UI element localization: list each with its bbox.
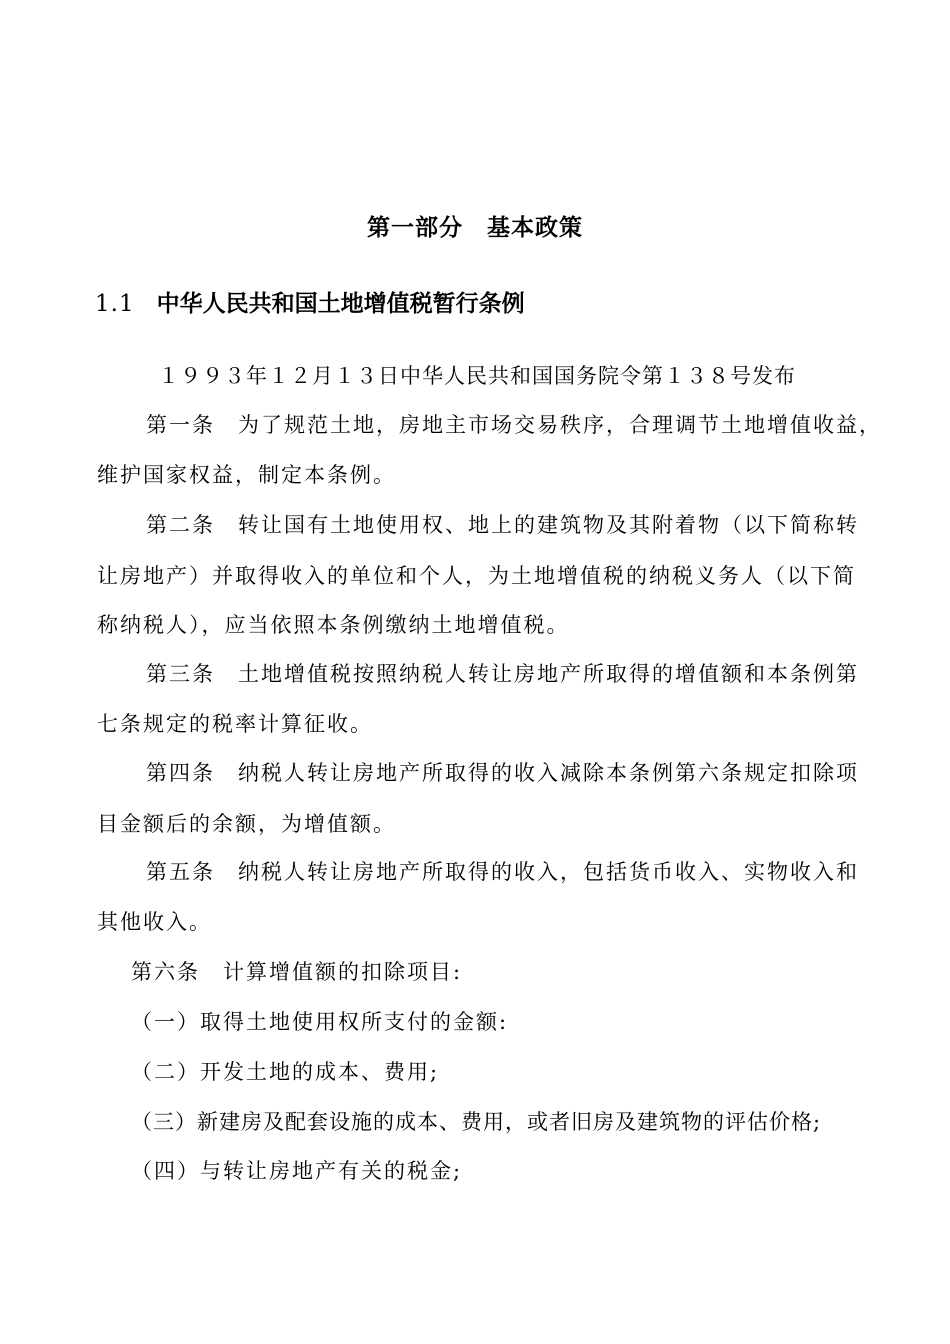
article-6-item-3: （三）新建房及配套设施的成本、费用，或者旧房及建筑物的评估价格; xyxy=(131,1110,822,1134)
article-1-line-1: 第一条 为了规范土地，房地主市场交易秩序，合理调节土地增值收益， xyxy=(146,413,882,437)
article-4-line-1: 第四条 纳税人转让房地产所取得的收入减除本条例第六条规定扣除项 xyxy=(146,761,859,785)
article-4-line-2: 目金额后的余额，为增值额。 xyxy=(97,812,396,836)
article-3-line-2: 七条规定的税率计算征收。 xyxy=(97,712,373,736)
article-1-line-2: 维护国家权益，制定本条例。 xyxy=(97,463,396,487)
article-6-line-1: 第六条 计算增值额的扣除项目: xyxy=(131,960,463,984)
article-6-item-1: （一）取得土地使用权所支付的金额: xyxy=(131,1010,509,1034)
section-heading xyxy=(95,288,525,320)
promulgation-line: １９９３年１２月１３日中华人民共和国国务院令第１３８号发布 xyxy=(158,364,796,388)
article-5-line-2: 其他收入。 xyxy=(97,910,212,934)
article-3-line-1: 第三条 土地增值税按照纳税人转让房地产所取得的增值额和本条例第 xyxy=(146,662,859,686)
article-6-item-4: （四）与转让房地产有关的税金; xyxy=(131,1159,463,1183)
section-number: 1.1 xyxy=(95,291,135,317)
article-2-line-1: 第二条 转让国有土地使用权、地上的建筑物及其附着物（以下简称转 xyxy=(146,513,859,537)
section-title: 中华人民共和国土地增值税暂行条例 xyxy=(156,291,525,317)
article-5-line-1: 第五条 纳税人转让房地产所取得的收入，包括货币收入、实物收入和 xyxy=(146,860,859,884)
part-title: 第一部分 基本政策 xyxy=(367,215,583,241)
article-6-item-2: （二）开发土地的成本、费用; xyxy=(131,1060,440,1084)
article-2-line-2: 让房地产）并取得收入的单位和个人，为土地增值税的纳税义务人（以下简 xyxy=(97,564,856,588)
article-2-line-3: 称纳税人），应当依照本条例缴纳土地增值税。 xyxy=(97,613,570,637)
